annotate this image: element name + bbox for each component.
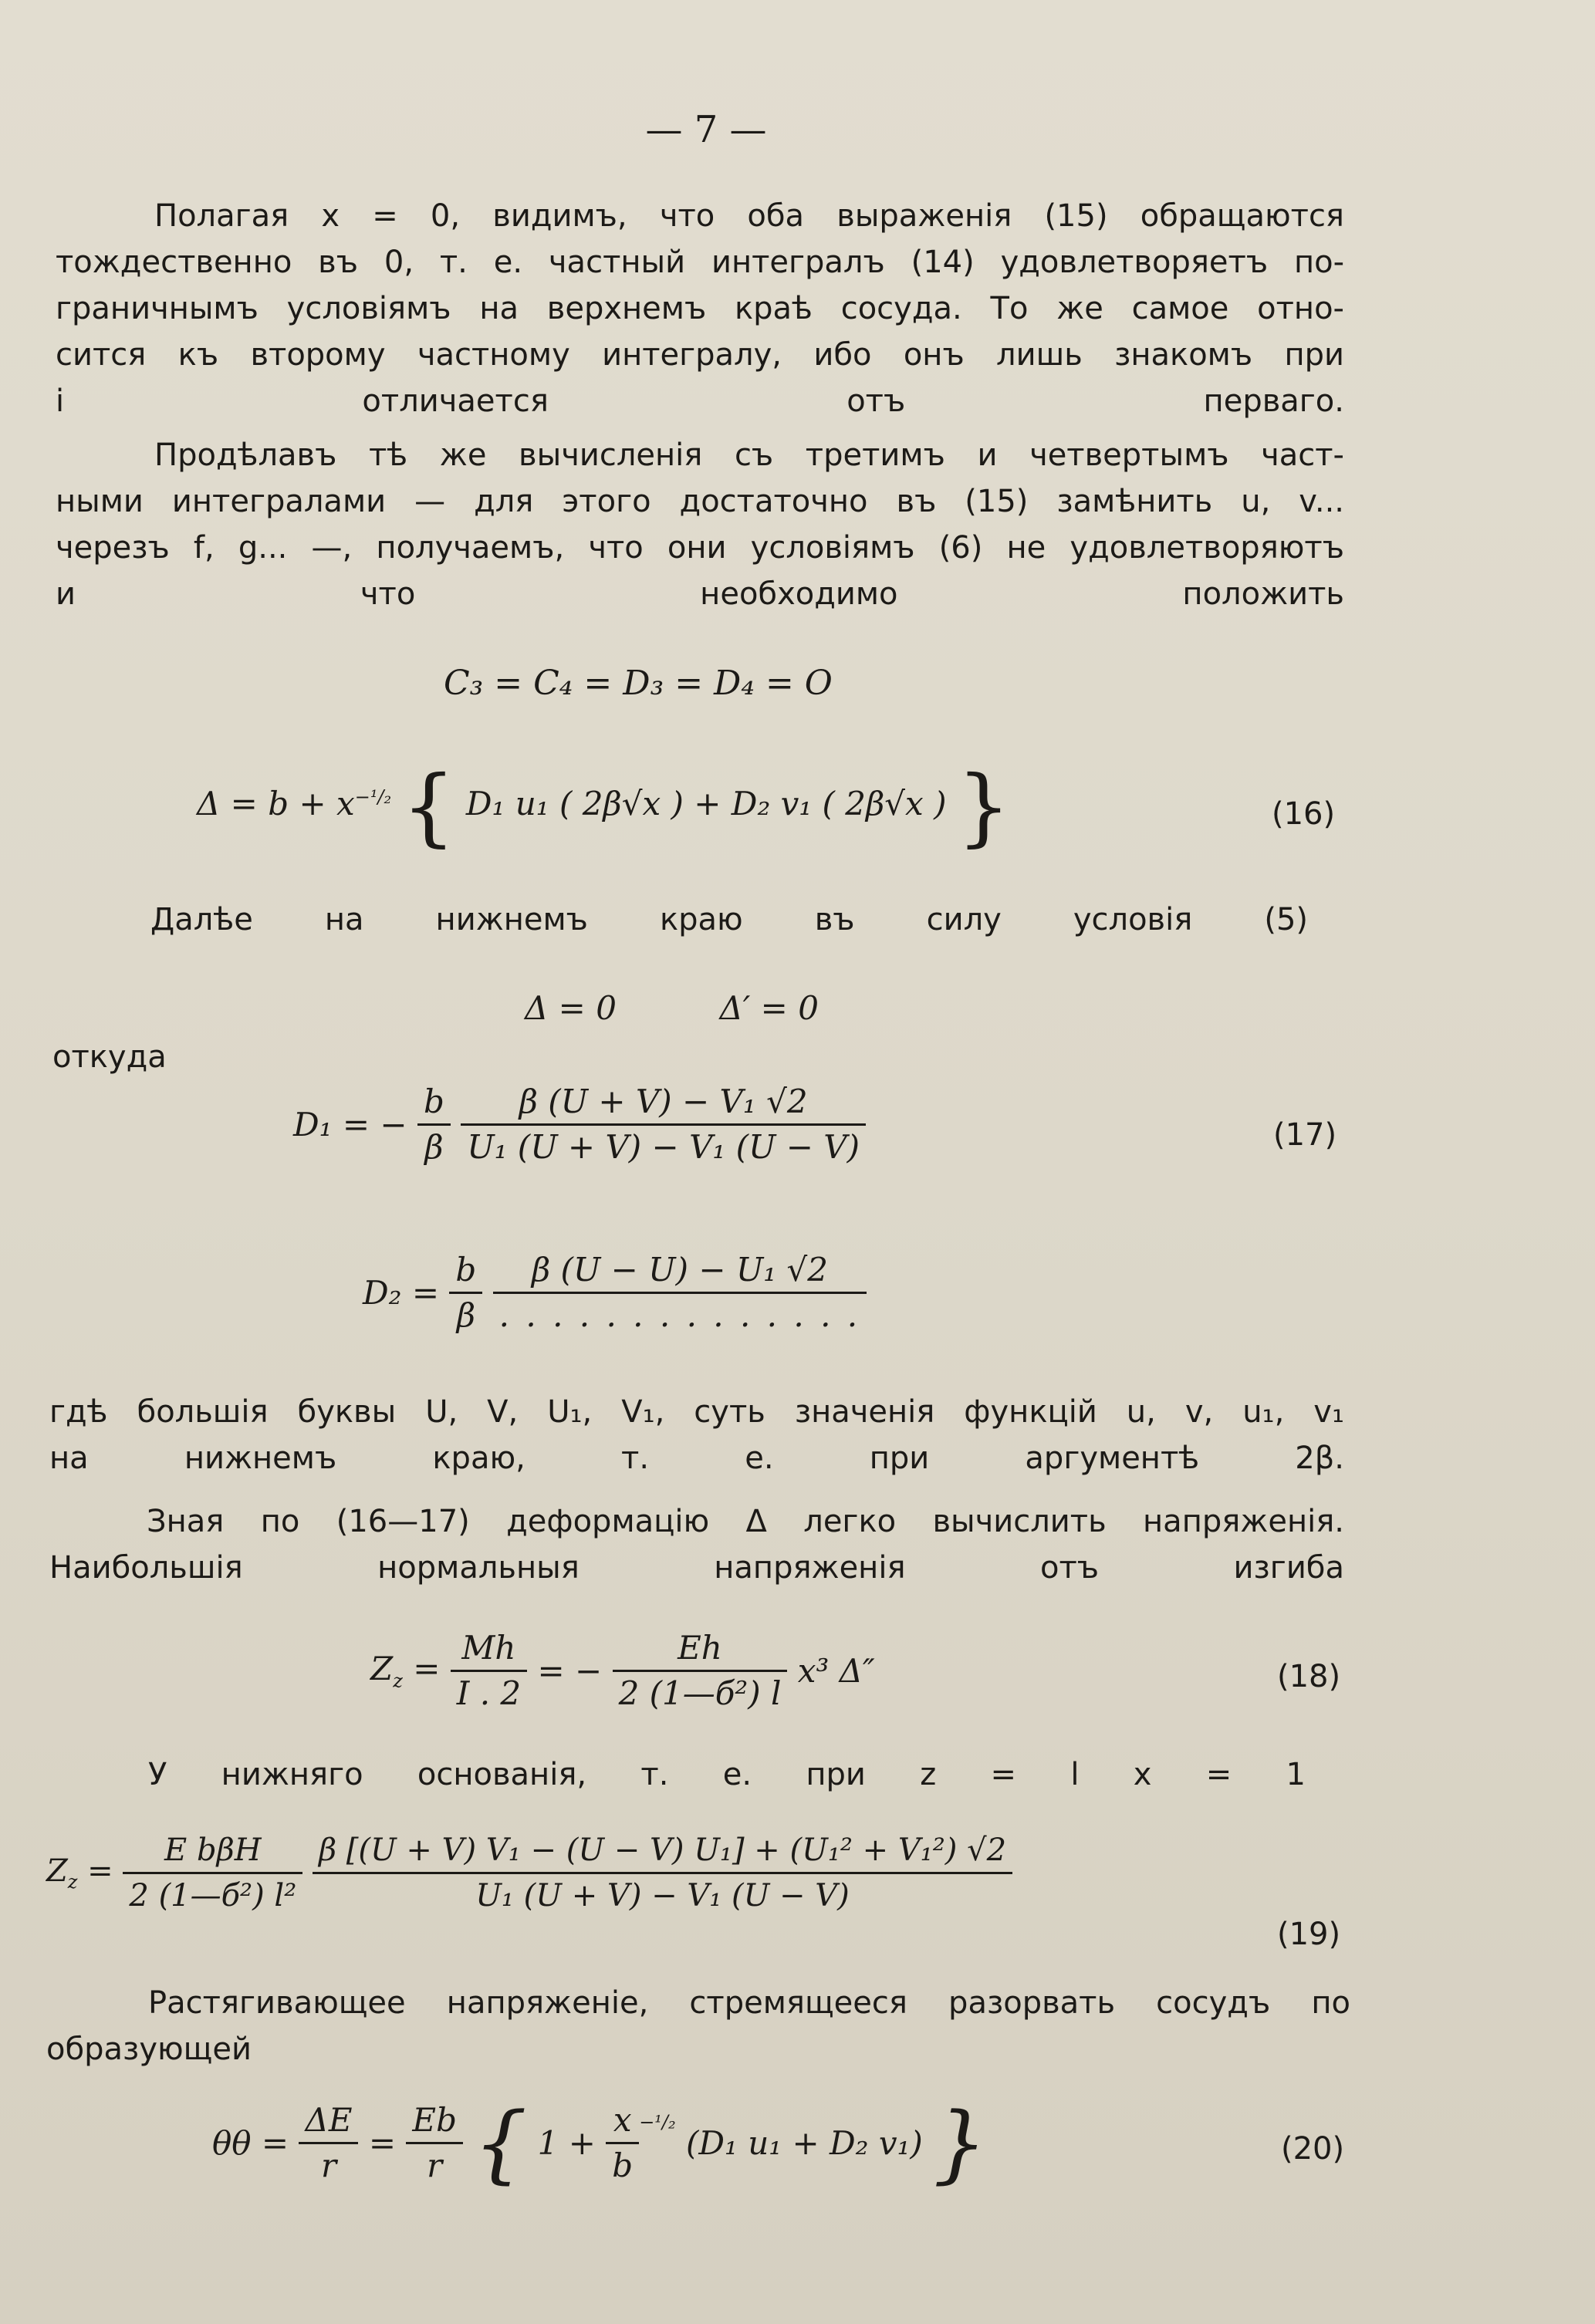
right-brace: }: [933, 2093, 988, 2193]
right-brace: }: [956, 757, 1011, 856]
equation-number-16: (16): [1272, 796, 1336, 832]
denominator: b: [612, 2147, 634, 2184]
numerator: b: [449, 1248, 482, 1294]
eq20-tail: (D₁ u₁ + D₂ v₁): [685, 2124, 923, 2162]
numerator: Eb: [406, 2099, 463, 2144]
text-line: граничнымъ условіямъ на верхнемъ краѣ сосуда. То же самое отно-: [56, 291, 1344, 326]
denominator: I . 2: [456, 1674, 522, 1712]
fraction-mh: [451, 1626, 527, 1715]
text-line: сится къ второму частному интегралу, ибо онъ лишь знакомъ при: [56, 337, 1344, 373]
denominator: U₁ (U + V) − V₁ (U − V): [467, 1128, 860, 1166]
fraction-delta-e: [299, 2099, 358, 2187]
text-line: тождественно въ 0, т. е. частный интегралъ (14) удовлетворяетъ по-: [56, 245, 1344, 280]
z-subscript: z: [67, 1871, 78, 1893]
fraction-b-beta: [449, 1248, 482, 1337]
denominator: U₁ (U + V) − V₁ (U − V): [475, 1878, 850, 1914]
z-symbol: Z: [370, 1650, 394, 1688]
fraction-x-b: [606, 2099, 639, 2187]
paragraph-5: [49, 1498, 1344, 1591]
otkuda-label: [52, 1034, 361, 1080]
left-brace: {: [473, 2093, 528, 2193]
equation-17: [293, 1080, 866, 1169]
numerator: E bβH: [123, 1829, 302, 1874]
text-line: i отличается отъ перваго.: [56, 383, 1344, 419]
paragraph-2: [56, 432, 1344, 617]
numerator: Eh: [613, 1626, 788, 1672]
denominator: r: [320, 2147, 337, 2184]
numerator: ΔE: [299, 2099, 358, 2144]
z-subscript: z: [393, 1670, 403, 1692]
paragraph-4: [49, 1389, 1344, 1481]
eq18-lhs: $Z_z$ =: [370, 1650, 441, 1692]
text-line: У нижняго основанія, т. е. при z = l x = 1: [148, 1757, 1306, 1792]
fraction-main: [493, 1248, 867, 1337]
fraction-main: [313, 1829, 1012, 1917]
text-line: Далѣе на нижнемъ краю въ силу условія (5): [150, 902, 1308, 937]
eq16-lhs: Δ = b + x: [197, 785, 355, 823]
equation-18: [370, 1626, 875, 1715]
page-number: — 7 —: [645, 108, 767, 151]
eq18-tail: x³ Δ″: [797, 1652, 875, 1690]
text-line: Растягивающее напряженіе, стремящееся разорвать сосудъ по: [148, 1985, 1350, 2021]
equation-number-18: (18): [1277, 1659, 1341, 1694]
one-plus: 1 +: [537, 2124, 596, 2162]
equation-d2: [363, 1248, 867, 1337]
eq18-operator: = −: [537, 1652, 603, 1690]
equation-c-d-zero: C₃ = C₄ = D₃ = D₄ = O: [444, 664, 833, 703]
equation-number-19: (19): [1277, 1917, 1341, 1952]
text-line: Наибольшія нормальныя напряженія отъ изгиба: [49, 1550, 1344, 1586]
text-line: Полагая x = 0, видимъ, что оба выраженія (15) обращаются: [154, 198, 1344, 234]
fraction-main: [461, 1080, 866, 1169]
left-brace: {: [401, 757, 456, 856]
numerator: Mh: [451, 1626, 527, 1672]
text-line: Зная по (16—17) деформацію Δ легко вычислить напряженія.: [147, 1504, 1344, 1539]
equation-number-20: (20): [1281, 2131, 1345, 2167]
denominator: 2 (1—б²) l²: [129, 1878, 297, 1914]
equation-19: [46, 1829, 1012, 1917]
text-line: на нижнемъ краю, т. е. при аргументѣ 2β.: [49, 1441, 1344, 1476]
text-line: откуда: [52, 1039, 167, 1075]
equation-boundary-conditions: Δ = 0 Δ′ = 0: [525, 989, 819, 1027]
equation-16: [197, 757, 1011, 856]
eq19-lhs: $Z_z$ =: [46, 1853, 113, 1893]
eq20-exponent: −¹/₂: [639, 2111, 676, 2133]
text-line: и что необходимо положить: [56, 576, 1344, 612]
fraction-ebh: [123, 1829, 302, 1917]
text-line: ными интегралами — для этого достаточно въ (15) замѣнить u, v...: [56, 484, 1344, 519]
denominator: β: [456, 1296, 475, 1334]
equation-number-17: (17): [1273, 1117, 1337, 1153]
text-line: черезъ f, g... —, получаемъ, что они условіямъ (6) не удовлетворяютъ: [56, 530, 1344, 566]
paragraph-6: [148, 1751, 1306, 1798]
paragraph-3: [150, 897, 1308, 943]
eq17-lhs: D₁ = −: [293, 1106, 407, 1143]
eq20-lhs: θθ =: [212, 2124, 289, 2162]
z-symbol: Z: [46, 1853, 68, 1889]
eq16-body: D₁ u₁ ( 2β√x ) + D₂ v₁ ( 2β√x ): [465, 785, 947, 823]
paragraph-7: [46, 1980, 1350, 2072]
numerator: β (U + V) − V₁ √2: [461, 1080, 866, 1126]
denominator: r: [427, 2147, 443, 2184]
numerator: x: [606, 2099, 639, 2144]
denominator: β: [424, 1128, 444, 1166]
equals-sign: =: [368, 2124, 397, 2162]
eq16-exponent: −¹/₂: [354, 786, 392, 808]
text-line: образующей: [46, 2032, 252, 2067]
fraction-eh: [613, 1626, 788, 1715]
text-line: Продѣлавъ тѣ же вычисленія съ третимъ и четвертымъ част-: [154, 437, 1344, 473]
numerator: b: [417, 1080, 451, 1126]
text-line: гдѣ большія буквы U, V, U₁, V₁, суть значенія функцій u, v, u₁, v₁: [49, 1394, 1344, 1430]
numerator: β (U − U) − U₁ √2: [493, 1248, 867, 1294]
equation-20: [212, 2093, 988, 2193]
numerator: β [(U + V) V₁ − (U − V) U₁] + (U₁² + V₁²) √2: [313, 1829, 1012, 1874]
paragraph-1: [56, 193, 1344, 424]
denominator: 2 (1—б²) l: [618, 1674, 782, 1712]
eqd2-lhs: D₂ =: [363, 1274, 440, 1312]
denominator: . . . . . . . . . . . . . .: [498, 1296, 861, 1334]
fraction-b-beta: [417, 1080, 451, 1169]
fraction-eb: [406, 2099, 463, 2187]
